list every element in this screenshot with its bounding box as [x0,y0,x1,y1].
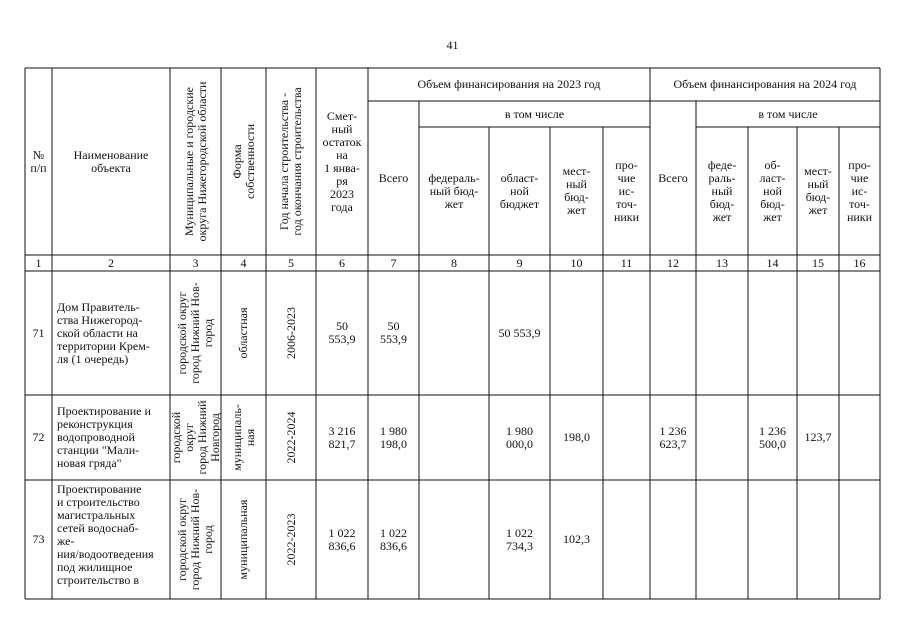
header-mun-2023: мест- ный бюд- жет [562,164,591,217]
row-remainder: 1 022 836,6 [328,525,356,553]
row-total-2023: 1 022 836,6 [380,525,407,553]
row-remainder: 3 216 821,7 [328,423,356,451]
row-num: 71 [32,325,45,340]
header-fed-2024: феде- раль- ный бюд- жет [707,157,737,224]
header-fed-2023: федераль- ный бюд- жет [428,170,480,211]
row-remainder: 50 553,9 [328,319,356,346]
header-total-2024: Всего [658,170,688,185]
col-number: 12 [667,255,679,270]
row-num: 73 [32,532,45,546]
header-fin-2024: Объем финансирования на 2024 год [673,77,857,91]
row-reg-2023: 1 022 734,3 [506,525,533,553]
row-district: городской округ город Нижний Нов- город [175,488,215,591]
col-number: 6 [339,255,345,270]
col-number: 3 [192,255,199,270]
row-ownership: областная [236,307,250,359]
row-name: Дом Правитель- ства Нижегород- ской области на территории Крем- ля (1 очередь) [57,299,150,366]
header-ownership: Форма собственности [229,123,257,200]
header-reg-2023: област- ной бюджет [499,170,540,211]
col-number: 14 [766,255,779,270]
header-fin-2023: Объем финансирования на 2023 год [417,77,601,91]
row-total-2023: 50 553,9 [380,319,407,346]
col-number: 9 [516,255,523,270]
row-mun-2024: 123,7 [804,430,832,444]
col-number: 10 [570,255,583,270]
row-reg-2024: 1 236 500,0 [759,423,786,451]
row-total-2024: 1 236 623,7 [659,423,687,451]
header-years: Год начала строительства - год окончания строительства [277,87,304,236]
row-years: 2022-2023 [283,513,298,566]
row-mun-2023: 198,0 [563,430,590,444]
row-name: Проектирование и реконструкция водопроводной станции "Мали- новая гряда" [57,404,151,470]
row-years: 2006-2023 [283,307,298,359]
row-mun-2023: 102,3 [563,532,590,546]
col-number: 1 [35,255,42,270]
col-number: 13 [716,255,728,270]
col-number: 15 [812,255,824,270]
header-reg-2024: об- ласт- ной бюд- жет [759,157,786,224]
col-number: 16 [853,255,866,270]
row-num: 72 [32,430,45,444]
row-name: Проектирование и строительство магистральных сетей водоснаб- же- ния/водоотведения под жилищное строительство в [57,482,154,587]
header-incl-2023: в том числе [504,106,565,121]
header-num: № п/п [30,147,47,175]
col-number: 2 [108,255,114,270]
col-number: 8 [451,255,457,270]
page-number: 41 [446,38,459,52]
col-number: 11 [620,255,633,270]
header-total-2023: Всего [378,170,409,185]
col-number: 4 [240,255,247,270]
header-mun-2024: мест- ный бюд- жет [804,164,832,217]
header-oth-2024: про- чие ис- точ- ники [846,157,873,224]
row-total-2023: 1 980 198,0 [380,423,407,451]
col-number: 7 [390,255,397,270]
header-remainder: Смет- ный остаток на 1 янва- ря 2023 года [322,108,362,214]
row-district: городской округ город Нижний Новгород [168,400,222,475]
col-number: 5 [288,255,294,270]
header-oth-2023: про- чие ис- точ- ники [613,157,640,224]
header-name: Наименование объекта [73,147,149,175]
header-district: Муниципальные и городские округа Нижегородской области [181,81,209,242]
row-ownership: муниципаль- ная [229,404,257,471]
row-ownership: муниципальная [236,499,250,580]
row-reg-2023: 1 980 000,0 [506,423,533,451]
header-incl-2024: в том числе [758,106,818,121]
row-reg-2023: 50 553,9 [498,325,541,340]
row-district: городской округ город Нижний Нов- город [175,282,215,384]
row-years: 2022-2024 [283,411,298,464]
